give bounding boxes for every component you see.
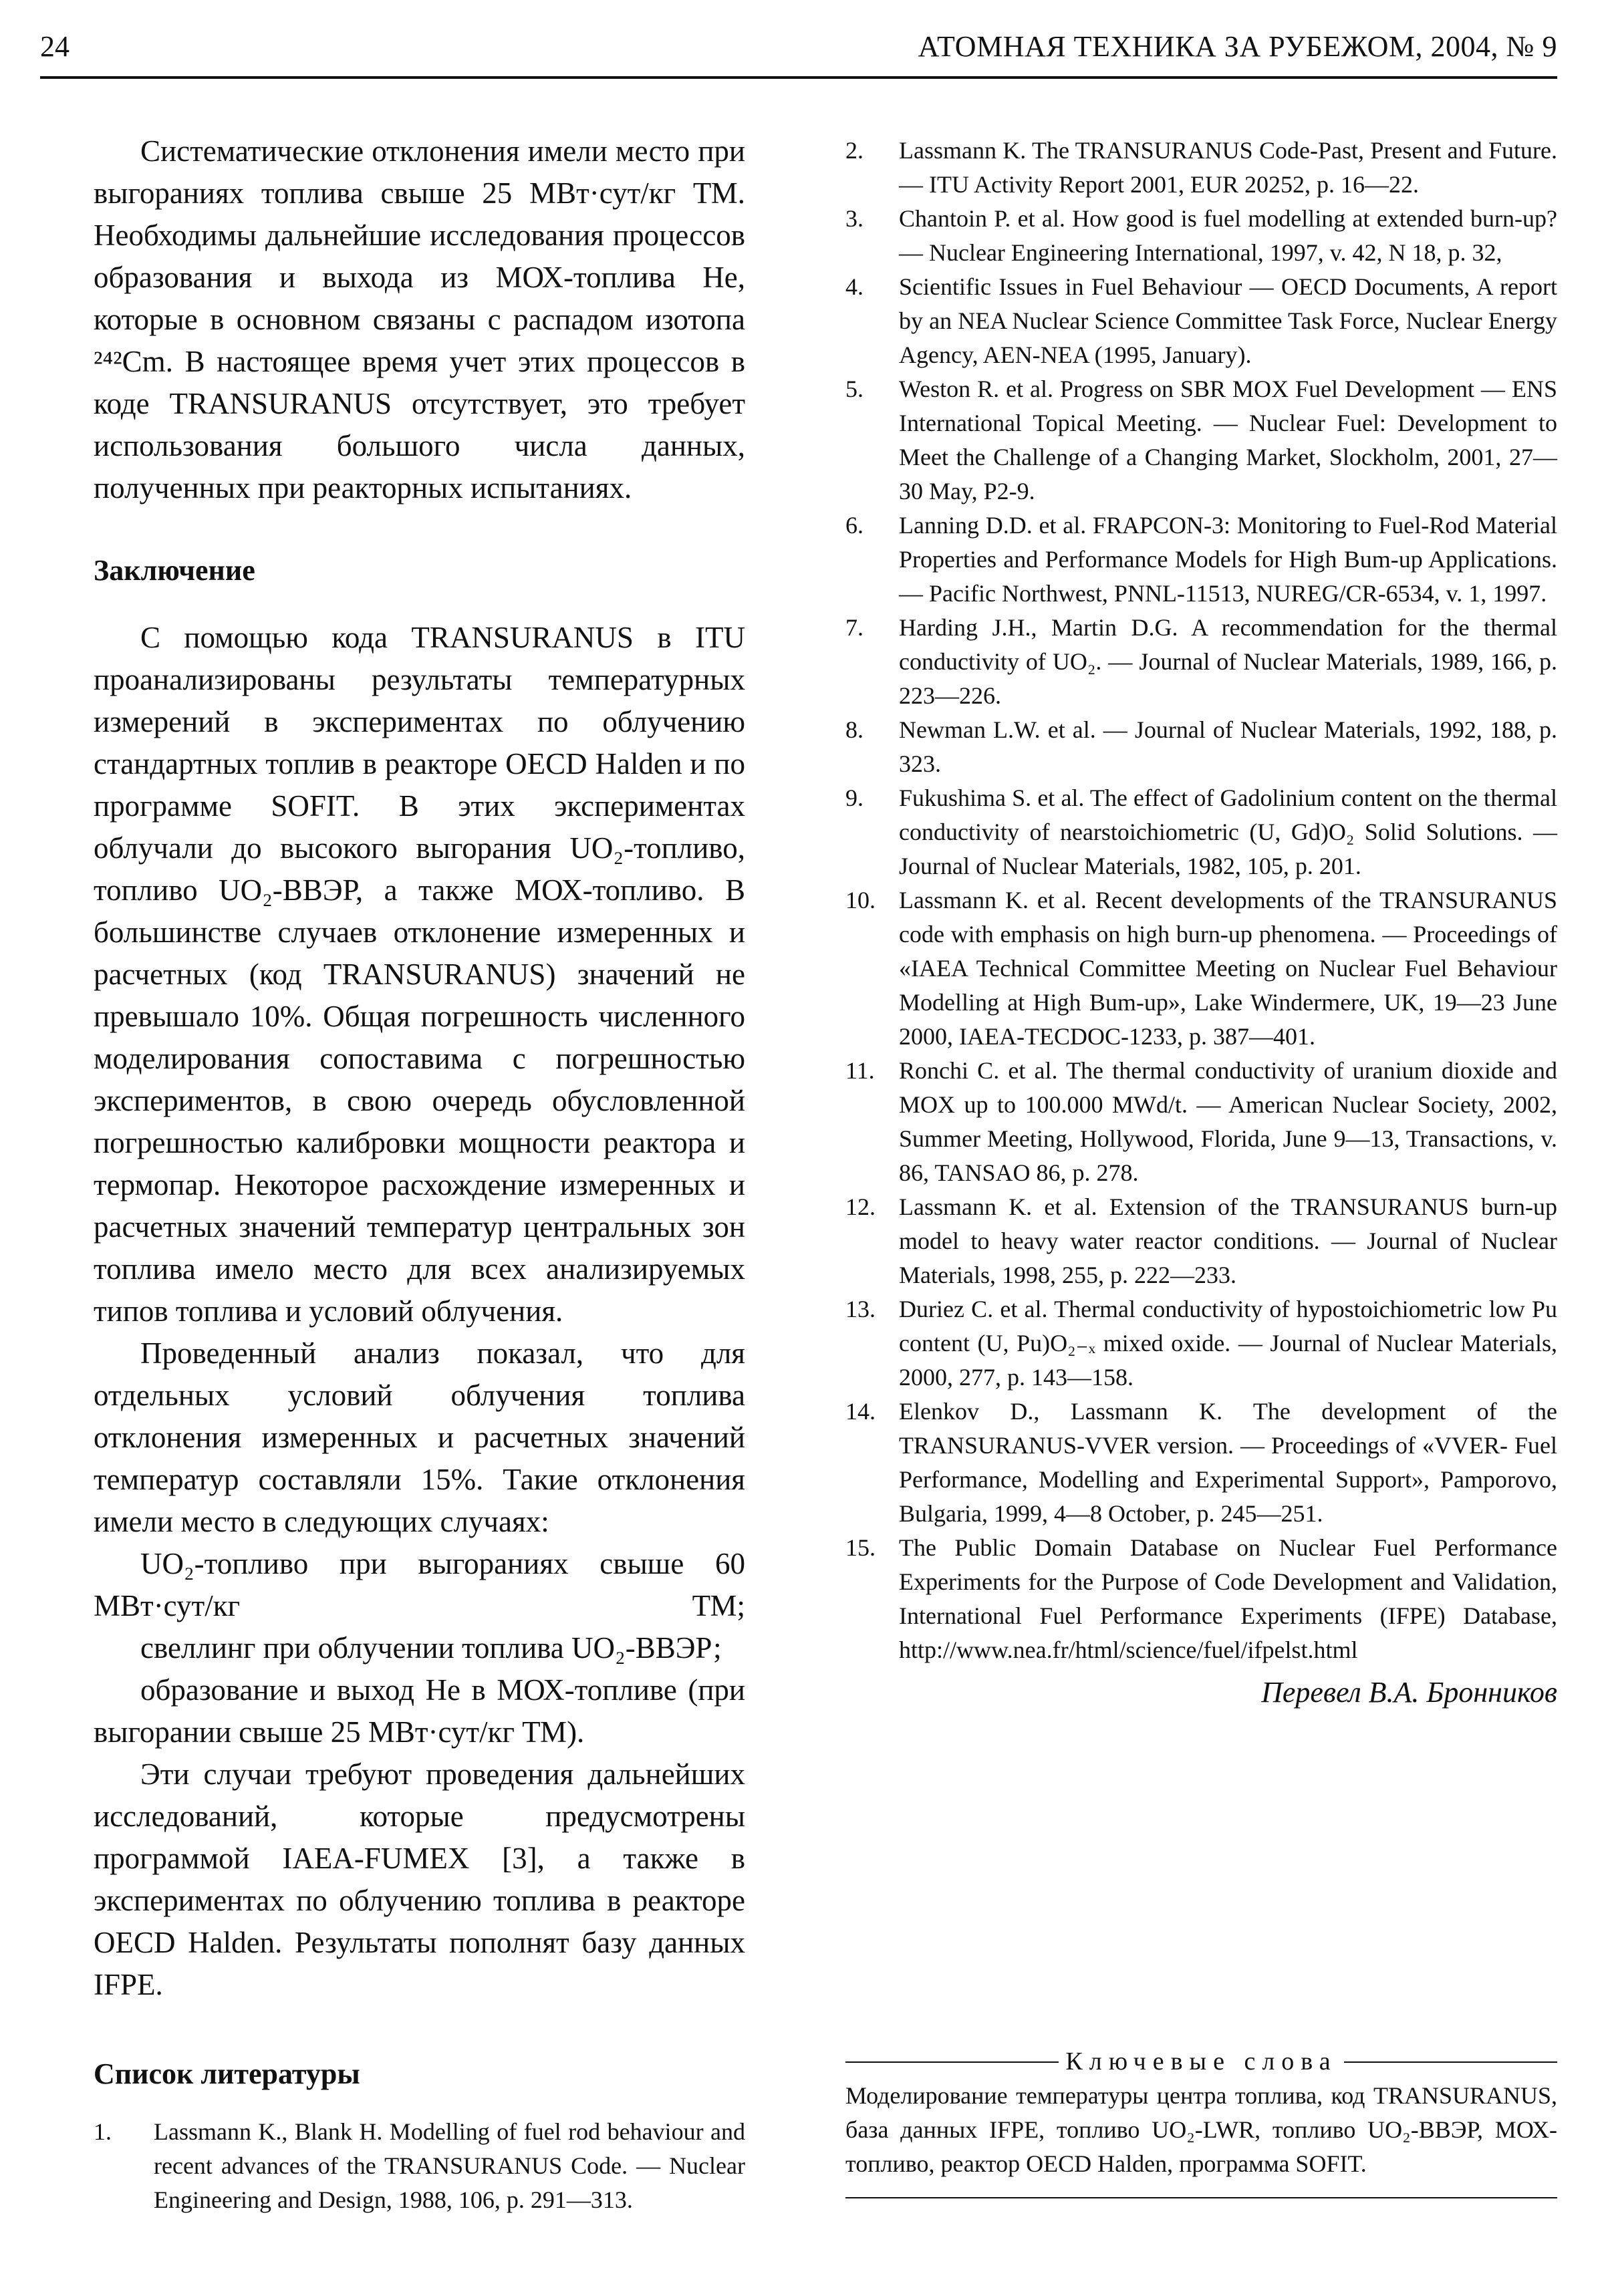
reference-item bbox=[845, 611, 1557, 713]
reference-text: Newman L.W. et al. — Journal of Nuclear Materials, 1992, 188, p. 323. bbox=[899, 716, 1557, 777]
keywords-title-row bbox=[845, 2045, 1557, 2079]
reference-number: 8. bbox=[845, 716, 863, 743]
reference-item bbox=[845, 1395, 1557, 1531]
keywords-text: Моделирование температуры центра топлива, код TRANSURANUS, база данных IFPE, топливо UO₂-LWR, топливо UO₂-ВВЭР, МОХ-топливо, реактор OECD Halden, программа SOFIT. bbox=[845, 2082, 1557, 2177]
paragraph: UO₂-топливо при выгораниях свыше 60 МВт·сут/кг ТМ; bbox=[94, 1547, 745, 1622]
reference-text: Chantoin P. et al. How good is fuel modelling at extended burn-up? — Nuclear Engineering International, 1997, v. 42, N 18, p. 32, bbox=[899, 205, 1557, 266]
reference-number: 13. bbox=[845, 1296, 876, 1322]
reference-item bbox=[845, 1292, 1557, 1395]
divider bbox=[845, 2061, 1059, 2063]
reference-text: Lassmann K. et al. Recent developments of the TRANSURANUS code with emphasis on high burn-up phenomena. — Proceedings of «IAEA Technical Committee Meeting on Nuclear Fuel Behaviour Modelling at High Bum-up», Lake Windermere, UK, 19—23 June 2000, IAEA-TECDOC-1233, p. 387—401. bbox=[899, 887, 1557, 1050]
reference-text: Harding J.H., Martin D.G. A recommendation for the thermal conductivity of UO₂. — Journal of Nuclear Materials, 1989, 166, p. 223—226. bbox=[899, 614, 1557, 709]
reference-text: Scientific Issues in Fuel Behaviour — OECD Documents, A report by an NEA Nuclear Science Committee Task Force, Nuclear Energy Agency, AEN-NEA (1995, January). bbox=[899, 273, 1557, 368]
reference-item bbox=[845, 509, 1557, 611]
reference-number: 9. bbox=[845, 784, 863, 811]
reference-item bbox=[845, 134, 1557, 202]
reference-item bbox=[845, 372, 1557, 509]
paragraph: свеллинг при облучении топлива UO₂-ВВЭР; bbox=[140, 1631, 722, 1665]
reference-item bbox=[845, 1531, 1557, 1667]
reference-item bbox=[845, 781, 1557, 883]
reference-number: 4. bbox=[845, 273, 863, 300]
reference-text: Lassmann K. The TRANSURANUS Code-Past, Present and Future. — ITU Activity Report 2001, EUR 20252, p. 16—22. bbox=[899, 137, 1557, 198]
paragraph: Проведенный анализ показал, что для отдельных условий облучения топлива отклонения измеренных и расчетных значений температур составляли 15%. Такие отклонения имели место в следующих случаях: bbox=[94, 1336, 745, 1538]
reference-text: Lanning D.D. et al. FRAPCON-3: Monitoring to Fuel-Rod Material Properties and Performance Models for High Bum-up Applications. — Pacific Northwest, PNNL-11513, NUREG/CR-6534, v. 1, 1997. bbox=[899, 512, 1557, 607]
paragraph: образование и выход Не в МОХ-топливе (при выгорании свыше 25 МВт·сут/кг ТМ). bbox=[94, 1673, 745, 1749]
header-rule bbox=[40, 76, 1557, 79]
divider bbox=[1344, 2061, 1557, 2063]
divider bbox=[845, 2197, 1557, 2198]
keywords-box bbox=[845, 2045, 1557, 2198]
translator-credit: Перевел В.А. Бронников bbox=[1261, 1676, 1557, 1709]
conclusion-heading: Заключение bbox=[94, 554, 255, 587]
right-column bbox=[845, 134, 1557, 1709]
reference-text: Lassmann K., Blank H. Modelling of fuel rod behaviour and recent advances of the TRANSURANUS Code. — Nuclear Engineering and Design, 1988, 106, p. 291—313. bbox=[154, 2118, 745, 2213]
paragraph: Эти случаи требуют проведения дальнейших исследований, которые предусмотрены программой IAEA-FUMEX [3], а также в экспериментах по облучению топлива в реакторе OECD Halden. Результаты пополнят базу данных IFPE. bbox=[94, 1757, 745, 2001]
reference-text: Weston R. et al. Progress on SBR MOX Fuel Development — ENS International Topical Meeting. — Nuclear Fuel: Development to Meet the Challenge of a Changing Market, Slockholm, 2001, 27—30 May, P2-9. bbox=[899, 376, 1557, 505]
references-heading: Список литературы bbox=[94, 2057, 360, 2090]
reference-text: Ronchi C. et al. The thermal conductivity of uranium dioxide and MOX up to 100.000 MWd/t. — American Nuclear Society, 2002, Summer Meeting, Hollywood, Florida, June 9—13, Transactions, v. 86, TANSAO 86, p. 278. bbox=[899, 1057, 1557, 1186]
page-number: 24 bbox=[40, 30, 70, 63]
reference-number: 14. bbox=[845, 1398, 876, 1425]
reference-item bbox=[94, 2115, 745, 2217]
reference-number: 6. bbox=[845, 512, 863, 539]
reference-item bbox=[845, 713, 1557, 781]
page-header bbox=[40, 29, 1557, 76]
journal-title: АТОМНАЯ ТЕХНИКА ЗА РУБЕЖОМ, 2004, № 9 bbox=[918, 30, 1557, 63]
references-list bbox=[845, 134, 1557, 1667]
reference-item bbox=[845, 270, 1557, 372]
reference-text: The Public Domain Database on Nuclear Fuel Performance Experiments for the Purpose of Code Development and Validation, International Fuel Performance Experiments (IFPE) Database, http://www.nea.fr/html/science/fuel/ifpelst.html bbox=[899, 1534, 1557, 1663]
reference-text: Duriez C. et al. Thermal conductivity of hypostoichiometric low Pu content (U, Pu)O₂₋ₓ mixed oxide. — Journal of Nuclear Materials, 2000, 277, p. 143—158. bbox=[899, 1296, 1557, 1391]
reference-item bbox=[845, 1054, 1557, 1190]
reference-number: 1. bbox=[94, 2118, 112, 2145]
paragraph: С помощью кода TRANSURANUS в ITU проанализированы результаты температурных измерений в экспериментах по облучению стандартных топлив в реакторе OECD Halden и по программе SOFIT. В этих экспериментах облучали до высокого выгорания UO₂-топливо, топливо UO₂-ВВЭР, а также МОХ-топливо. В большинстве случаев отклонение измеренных и расчетных (код TRANSURANUS) значений не превышало 10%. Общая погрешность численного моделирования сопоставима с погрешностью экспериментов, в свою очередь обусловленной погрешностью калибровки мощности реактора и термопар. Некоторое расхождение измеренных и расчетных значений температур центральных зон топлива имело место для всех анализируемых типов топлива и условий облучения. bbox=[94, 621, 745, 1328]
keywords-title: Ключевые слова bbox=[1065, 2047, 1337, 2075]
reference-number: 15. bbox=[845, 1534, 876, 1561]
reference-number: 3. bbox=[845, 205, 863, 232]
reference-item bbox=[845, 202, 1557, 270]
reference-number: 12. bbox=[845, 1193, 876, 1220]
reference-text: Fukushima S. et al. The effect of Gadolinium content on the thermal conductivity of nearstoichiometric (U, Gd)O₂ Solid Solutions. — Journal of Nuclear Materials, 1982, 105, p. 201. bbox=[899, 784, 1557, 879]
reference-number: 7. bbox=[845, 614, 863, 641]
left-column bbox=[94, 130, 745, 2217]
paragraph: Систематические отклонения имели место при выгораниях топлива свыше 25 МВт·сут/кг ТМ. Необходимы дальнейшие исследования процессов образования и выхода из МОХ-топлива Не, которые в основном связаны с распадом изотопа ²⁴²Cm. В настоящее время учет этих процессов в коде TRANSURANUS отсутствует, это требует использования большого числа данных, полученных при реакторных испытаниях. bbox=[94, 134, 745, 505]
reference-number: 5. bbox=[845, 376, 863, 402]
reference-text: Lassmann K. et al. Extension of the TRANSURANUS burn-up model to heavy water reactor conditions. — Journal of Nuclear Materials, 1998, 255, p. 222—233. bbox=[899, 1193, 1557, 1288]
reference-item bbox=[845, 1190, 1557, 1292]
reference-number: 11. bbox=[845, 1057, 875, 1084]
reference-item bbox=[845, 883, 1557, 1054]
reference-text: Elenkov D., Lassmann K. The development of the TRANSURANUS-VVER version. — Proceedings of «VVER- Fuel Performance, Modelling and Experimental Support», Pamporovo, Bulgaria, 1999, 4—8 October, p. 245—251. bbox=[899, 1398, 1557, 1527]
reference-number: 2. bbox=[845, 137, 863, 164]
reference-number: 10. bbox=[845, 887, 876, 913]
